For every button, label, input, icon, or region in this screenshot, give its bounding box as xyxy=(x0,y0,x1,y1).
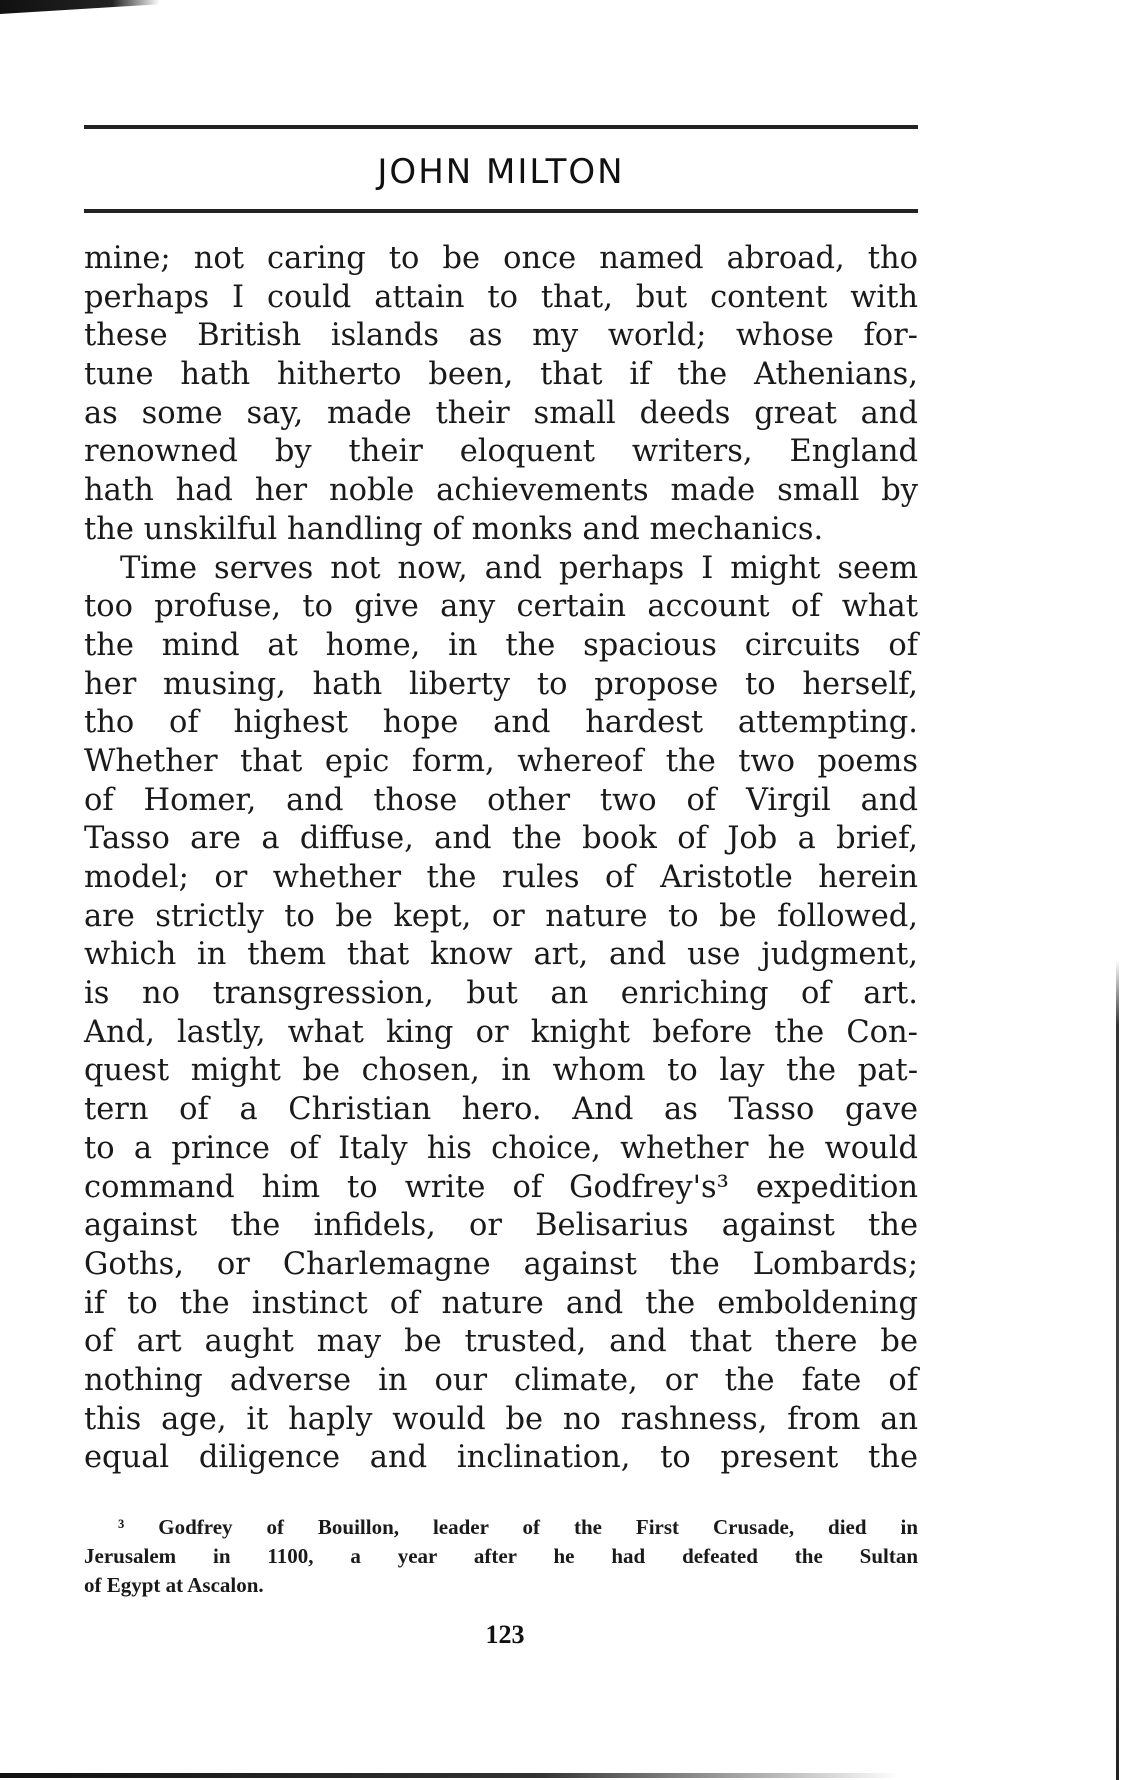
text-line: which in them that know art, and use judgment, xyxy=(84,937,918,973)
scan-edge-mark xyxy=(1116,960,1119,1780)
text-line: these British islands as my world; whose for- xyxy=(84,318,918,354)
footnote xyxy=(84,1513,918,1600)
text-line: model; or whether the rules of Aristotle herein xyxy=(84,860,918,895)
body-text xyxy=(84,240,918,1478)
text-line: the unskilful handling of monks and mechanics. xyxy=(84,511,824,547)
text-line: if to the instinct of nature and the emboldening xyxy=(84,1285,918,1321)
text-line: equal diligence and inclination, to present the xyxy=(84,1440,918,1476)
text-line: nothing adverse in our climate, or the fate of xyxy=(84,1362,918,1398)
text-line: mine; not caring to be once named abroad, tho xyxy=(84,241,918,276)
text-line: too profuse, to give any certain account of what xyxy=(84,589,918,625)
text-line: Whether that epic form, whereof the two poems xyxy=(84,743,918,779)
text-line: is no transgression, but an enriching of art. xyxy=(84,976,918,1012)
text-line: Time serves not now, and perhaps I might seem xyxy=(120,550,918,586)
text-line: perhaps I could attain to that, but content with xyxy=(84,279,918,315)
text-line: of Homer, and those other two of Virgil and xyxy=(84,782,918,818)
text-line: as some say, made their small deeds great and xyxy=(84,395,918,431)
text-line: her musing, hath liberty to propose to herself, xyxy=(84,666,918,702)
text-line: the mind at home, in the spacious circuits of xyxy=(84,627,918,663)
page-number: 123 xyxy=(485,1620,525,1649)
text-line: hath had her noble achievements made small by xyxy=(84,473,918,509)
text-line: of art aught may be trusted, and that there be xyxy=(84,1324,918,1360)
text-line: command him to write of Godfrey's³ expedition xyxy=(84,1169,918,1205)
text-line: renowned by their eloquent writers, England xyxy=(84,434,918,470)
footnote-line: of Egypt at Ascalon. xyxy=(84,1573,264,1597)
footnote-line: Jerusalem in 1100, a year after he had defeated the Sultan xyxy=(84,1544,918,1568)
text-line: tern of a Christian hero. And as Tasso gave xyxy=(84,1092,918,1128)
text-line: Goths, or Charlemagne against the Lombards; xyxy=(84,1246,918,1282)
footnote-line: ³ Godfrey of Bouillon, leader of the First Crusade, died in xyxy=(118,1515,918,1539)
text-line: to a prince of Italy his choice, whether he would xyxy=(84,1130,918,1166)
header-rule-top xyxy=(84,125,918,129)
text-line: quest might be chosen, in whom to lay the pat- xyxy=(84,1053,918,1089)
text-line: this age, it haply would be no rashness, from an xyxy=(84,1401,918,1437)
text-line: And, lastly, what king or knight before the Con- xyxy=(84,1014,918,1050)
text-line: tune hath hitherto been, that if the Athenians, xyxy=(84,357,918,393)
text-line: against the infidels, or Belisarius against the xyxy=(84,1208,918,1244)
header-rule-bottom xyxy=(84,209,918,213)
running-title: JOHN MILTON xyxy=(377,152,625,192)
text-line: tho of highest hope and hardest attempting. xyxy=(84,705,918,741)
scan-corner-mark xyxy=(0,0,160,14)
text-line: are strictly to be kept, or nature to be followed, xyxy=(84,898,918,934)
text-line: Tasso are a diffuse, and the book of Job a brief, xyxy=(84,821,918,857)
scan-bottom-mark xyxy=(0,1773,900,1778)
